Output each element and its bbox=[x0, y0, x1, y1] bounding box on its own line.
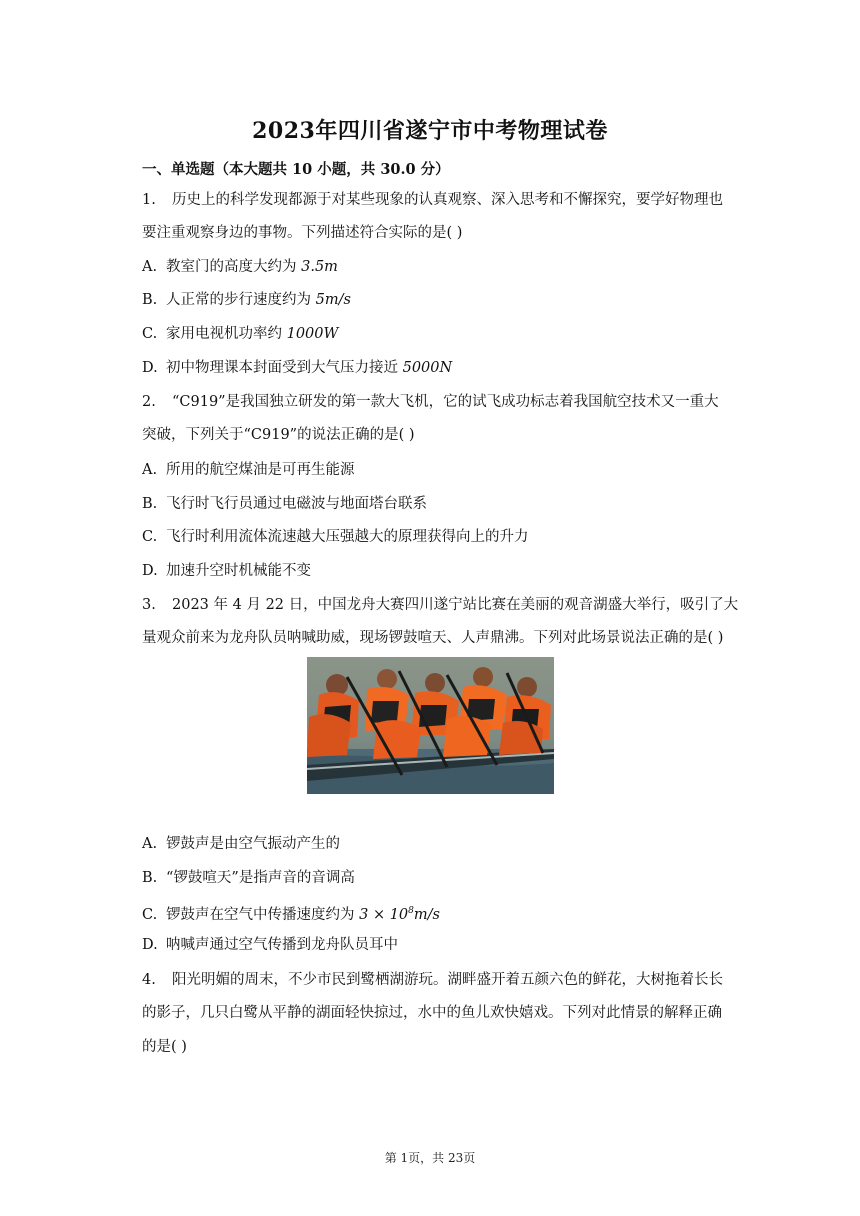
question-2-line-1: 2. “C919”是我国独立研发的第一款大飞机，它的试飞成功标志着我国航空技术又一重大 bbox=[142, 394, 719, 410]
page-title: 2023年四川省遂宁市中考物理试卷 bbox=[252, 118, 608, 144]
question-2-option-d: D. 加速升空时机械能不变 bbox=[142, 563, 311, 579]
question-number: 2. bbox=[142, 394, 156, 410]
question-4-line-3: 的是( ) bbox=[142, 1039, 187, 1055]
question-2-option-b: B. 飞行时飞行员通过电磁波与地面塔台联系 bbox=[142, 496, 427, 512]
question-number: 3. bbox=[142, 597, 156, 613]
dragon-boat-image bbox=[307, 657, 554, 794]
question-2-option-c: C. 飞行时利用流体流速越大压强越大的原理获得向上的升力 bbox=[142, 529, 529, 545]
question-1-option-d: D. 初中物理课本封面受到大气压力接近 5000N bbox=[142, 360, 453, 376]
page-footer: 第 1页，共 23页 bbox=[384, 1151, 476, 1165]
dragon-boat-photo bbox=[307, 657, 554, 794]
question-number: 1. bbox=[142, 192, 156, 208]
question-1-line-1: 1. 历史上的科学发现都源于对某些现象的认真观察、深入思考和不懈探究，要学好物理也 bbox=[142, 192, 723, 208]
question-3-line-2: 量观众前来为龙舟队员呐喊助威，现场锣鼓喧天、人声鼎沸。下列对此场景说法正确的是( ) bbox=[142, 630, 724, 646]
question-1-line-2: 要注重观察身边的事物。下列描述符合实际的是( ) bbox=[142, 225, 463, 241]
question-1-option-b: B. 人正常的步行速度约为 5m/s bbox=[142, 292, 351, 308]
question-4-line-2: 的影子，几只白鹭从平静的湖面轻快掠过，水中的鱼儿欢快嬉戏。下列对此情景的解释正确 bbox=[142, 1005, 722, 1021]
question-3-option-b: B. “锣鼓喧天”是指声音的音调高 bbox=[142, 870, 355, 886]
section-heading: 一、单选题（本大题共 10 小题，共 30.0 分） bbox=[142, 161, 450, 178]
question-2-line-2: 突破，下列关于“C919”的说法正确的是( ) bbox=[142, 427, 415, 443]
question-3-option-c: C. 锣鼓声在空气中传播速度约为 $3 \times 10^8m/s$ bbox=[142, 906, 440, 923]
question-3-option-d: D. 呐喊声通过空气传播到龙舟队员耳中 bbox=[142, 937, 398, 953]
question-3-option-a: A. 锣鼓声是由空气振动产生的 bbox=[142, 836, 340, 852]
question-3-line-1: 3. 2023 年 4 月 22 日，中国龙舟大赛四川遂宁站比赛在美丽的观音湖盛大举行，吸引了大 bbox=[142, 597, 739, 613]
question-number: 4. bbox=[142, 972, 156, 988]
question-4-line-1: 4. 阳光明媚的周末，不少市民到鹭栖湖游玩。湖畔盛开着五颜六色的鲜花，大树拖着长长 bbox=[142, 972, 723, 988]
question-1-option-c: C. 家用电视机功率约 1000W bbox=[142, 326, 339, 342]
question-1-option-a: A. 教室门的高度大约为 3.5m bbox=[142, 259, 338, 275]
question-2-option-a: A. 所用的航空煤油是可再生能源 bbox=[142, 462, 355, 478]
